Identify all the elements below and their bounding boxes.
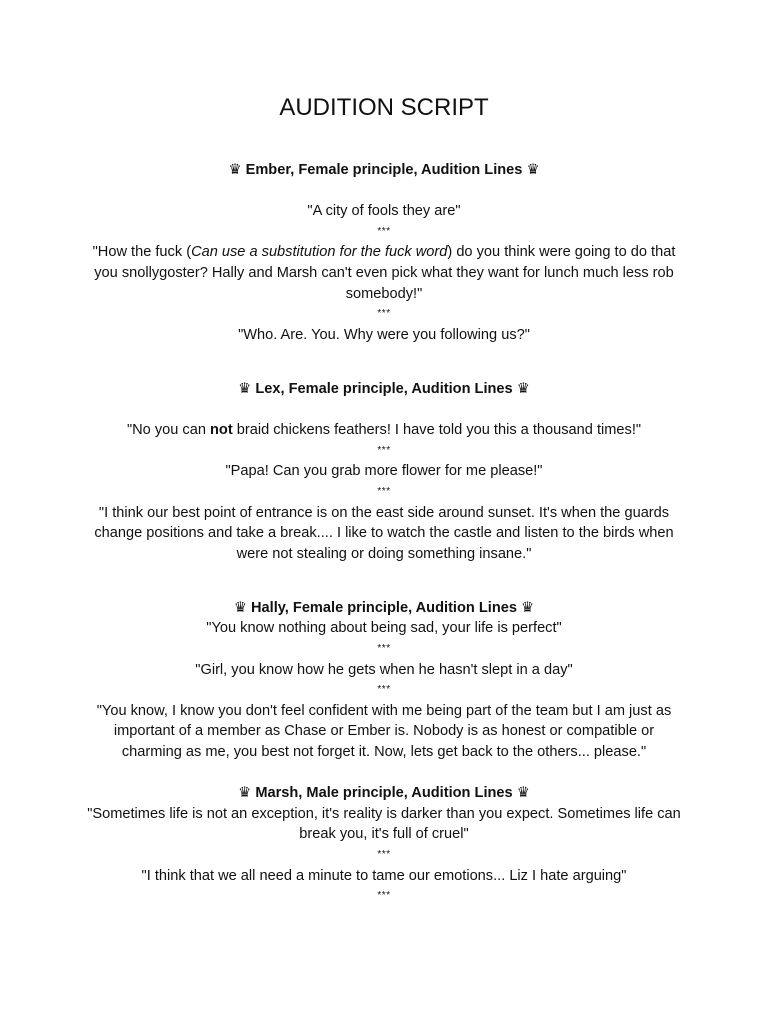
crown-icon: ♛ [526, 161, 540, 178]
line-separator: *** [377, 890, 391, 902]
line-separator: *** [377, 643, 391, 655]
line-separator: *** [377, 444, 391, 456]
audition-line: "Who. Are. You. Why were you following us?" [238, 326, 530, 343]
heading-text: Marsh, Male principle, Audition Lines [255, 785, 513, 802]
line-separator: *** [377, 684, 391, 696]
crown-icon: ♛ [516, 784, 530, 802]
section-heading-hally [84, 598, 684, 619]
section-heading-marsh [84, 783, 684, 804]
audition-line: "Papa! Can you grab more flower for me please!" [225, 463, 543, 480]
crown-icon: ♛ [233, 598, 247, 616]
crown-icon: ♛ [516, 379, 530, 397]
section-heading-lex [84, 379, 684, 400]
audition-line: "I think that we all need a minute to tame our emotions... Liz I hate arguing" [141, 867, 627, 884]
section-heading-ember [84, 160, 684, 181]
audition-line: "No you can not braid chickens feathers! I have told you this a thousand times!" [126, 422, 642, 439]
heading-text: Lex, Female principle, Audition Lines [255, 380, 513, 397]
substitution-note: Can use a substitution for the fuck word [191, 244, 448, 261]
line-separator: *** [377, 849, 391, 860]
audition-line: "I think our best point of entrance is on the east side around sunset. It's when the guards change positions and take a break.... I like to watch the castle and listen to the birds when were not stealing or doing something insane." [94, 504, 674, 562]
audition-line: "How the fuck (Can use a substitution for the fuck word) do you think were going to do that you snollygoster? Hally and Marsh can't even pick what they want for lunch much less rob somebody!" [92, 244, 676, 302]
line-separator: *** [377, 485, 391, 497]
crown-icon: ♛ [238, 379, 252, 397]
crown-icon: ♛ [521, 598, 535, 616]
audition-line: "You know nothing about being sad, your life is perfect" [206, 620, 562, 637]
heading-text: Hally, Female principle, Audition Lines [251, 599, 517, 616]
document-body [84, 160, 684, 907]
page-title: AUDITION SCRIPT [279, 94, 489, 121]
audition-line: "Sometimes life is not an exception, it's reality is darker than you expect. Sometimes life can break you, it's full of cruel" [87, 805, 681, 843]
audition-line: "A city of fools they are" [307, 203, 461, 220]
line-separator: *** [377, 308, 391, 320]
heading-text: Ember, Female principle, Audition Lines [245, 162, 523, 178]
crown-icon: ♛ [238, 784, 252, 802]
crown-icon: ♛ [228, 161, 242, 178]
line-separator: *** [377, 225, 391, 237]
audition-line: "You know, I know you don't feel confident with me being part of the team but I am just as important of a member as Chase or Ember is. Nobody is as honest or compatible or charming as me, you best not forget it. Now, lets get back to the others... please." [96, 702, 672, 761]
emphasis: not [210, 422, 233, 439]
audition-line: "Girl, you know how he gets when he hasn't slept in a day" [195, 661, 573, 678]
